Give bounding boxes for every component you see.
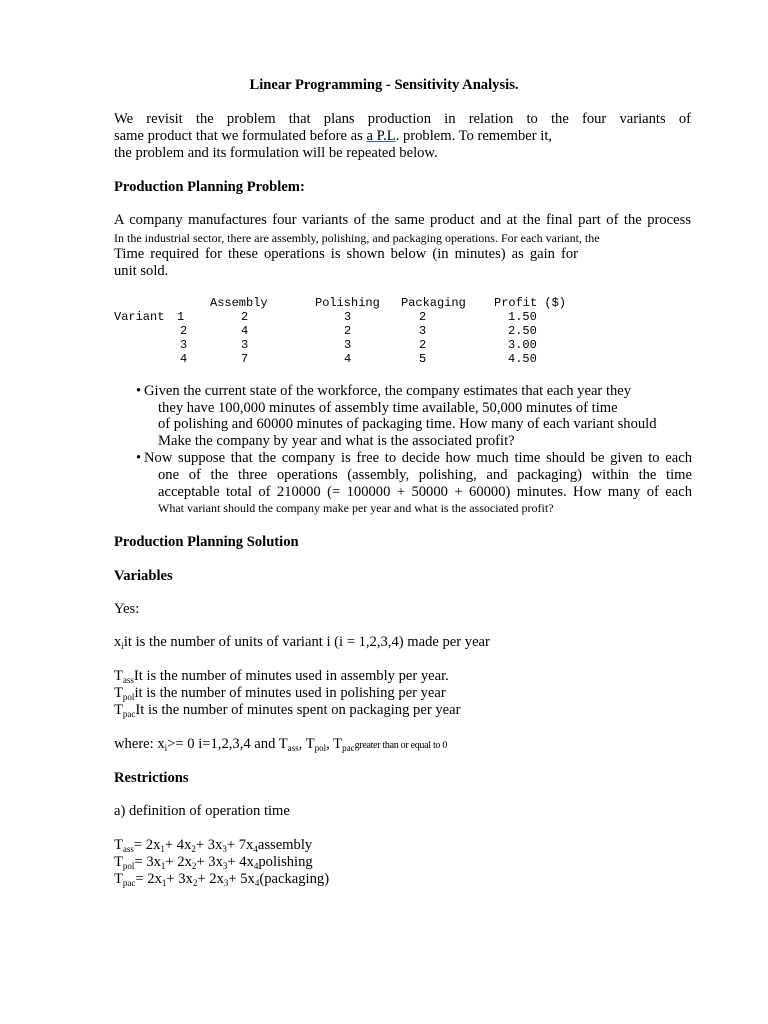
where-pac-sub: pac: [342, 743, 355, 753]
eq-sub: 4: [254, 878, 260, 888]
table-cell: 2: [419, 310, 427, 324]
problem-line-4: unit sold.: [114, 263, 169, 279]
intro-line-2: [114, 128, 552, 145]
bullet-1-line-3: of polishing and 60000 minutes of packaging time. How many of each variant should: [158, 416, 657, 432]
where-a: where: x: [114, 736, 165, 752]
where-clause: [114, 736, 447, 754]
table-cell: 3.00: [508, 338, 537, 352]
problem-line-2: In the industrial sector, there are assembly, polishing, and packaging operations. For each variant, the: [114, 231, 600, 245]
where-b: >= 0 i=1,2,3,4 and T: [167, 736, 288, 752]
eq-part: + 4x: [164, 837, 192, 853]
table-header-packaging: Packaging: [401, 296, 466, 310]
eq-part: + 7x: [226, 837, 254, 853]
t-ass-definition: $T_{ass}It$ is the number of minutes used in assembly per year.: [114, 668, 449, 685]
intro-line-3: the problem and its formulation will be repeated below.: [114, 145, 438, 161]
eq-sub: pac: [122, 878, 136, 888]
equation-assembly: $T_{ass}= 2x_1+ 4x_2+ 3x_3+$ $7x_4assembly$: [114, 837, 313, 854]
problem-heading: Production Planning Problem:: [114, 179, 305, 195]
xi-definition: [114, 634, 490, 651]
bullet-1-line-1: Given the current state of the workforce, the company estimates that each year they: [144, 383, 632, 399]
eq-sub: pol: [122, 861, 135, 871]
bullet-1-line-2: they have 100,000 minutes of assembly time available, 50,000 minutes of time: [158, 400, 618, 416]
equation-packaging: $T_{pac}= 2x_1+ 3x_2+ 2x_3+$ $5x_4(packaging)$: [114, 871, 330, 888]
eq-part: + 4x: [227, 854, 254, 870]
eq-part: = 2x: [135, 871, 162, 887]
eq-part: = 3x: [134, 854, 161, 870]
eq-part: assembly: [257, 837, 313, 853]
table-cell: 2: [344, 324, 352, 338]
intro-line-2-end: . problem. To remember it,: [395, 128, 553, 144]
definition-operation-time: a) definition of operation time: [114, 803, 290, 819]
solution-heading: Production Planning Solution: [114, 534, 299, 550]
table-header-polishing: Polishing: [315, 296, 380, 310]
eq-sub: 2: [192, 878, 198, 888]
variables-heading: Variables: [114, 568, 173, 584]
yes-label: Yes:: [114, 601, 140, 617]
intro-line-2-start: same product that we formulated before as: [114, 128, 367, 144]
bullet-2-line-3: acceptable total of 210000 (= 100000 + 50000 + 60000) minutes. How many of each: [158, 484, 692, 500]
t-ass-text: It is the number of minutes used in assembly per year.: [133, 668, 449, 684]
restrictions-heading: Restrictions: [114, 770, 189, 786]
table-cell: 1: [177, 310, 185, 324]
eq-sub: 3: [222, 861, 228, 871]
table-cell: 7: [241, 352, 249, 366]
eq-part: polishing: [258, 854, 313, 870]
table-cell: 2: [241, 310, 249, 324]
table-cell: 4: [344, 352, 352, 366]
pl-link[interactable]: a P.L: [366, 128, 396, 144]
where-d: , T: [326, 736, 343, 752]
table-cell: 3: [419, 324, 427, 338]
table-cell: 3: [344, 338, 352, 352]
table-cell: 2: [419, 338, 427, 352]
bullet-2-line-2: one of the three operations (assembly, polishing, and packaging) within the time: [158, 467, 692, 483]
eq-sub: 3: [223, 878, 229, 888]
table-header-assembly: Assembly: [210, 296, 268, 310]
where-ass-sub: ass: [287, 743, 299, 753]
eq-sub: 1: [160, 861, 166, 871]
where-tail: greater than or equal to 0: [354, 740, 448, 751]
t-ass-sub: ass: [122, 675, 134, 685]
bullet-icon: •: [136, 383, 142, 399]
eq-sub: 1: [160, 844, 165, 854]
t-pol-text: it is the number of minutes used in polishing per year: [134, 685, 446, 701]
eq-part: = 2x: [133, 837, 161, 853]
eq-sub: 2: [191, 844, 196, 854]
eq-sub: ass: [122, 844, 134, 854]
eq-part: + 3x: [166, 871, 193, 887]
bullet-icon: •: [136, 450, 142, 466]
where-c: , T: [298, 736, 315, 752]
table-row-label: Variant: [114, 310, 165, 324]
t-pac-sub: pac: [122, 709, 136, 719]
eq-sub: 4: [253, 844, 258, 854]
xi-x: x: [114, 634, 122, 650]
eq-part: + 3x: [195, 837, 223, 853]
table-cell: 3: [241, 338, 249, 352]
table-cell: 3: [344, 310, 352, 324]
eq-sub: 4: [253, 861, 259, 871]
bullet-2-line-1: Now suppose that the company is free to decide how much time should be given to each: [144, 450, 692, 466]
table-cell: 4: [180, 352, 188, 366]
t-pol-definition: $T_{pol}it$ is the number of minutes used in polishing per year: [114, 685, 446, 702]
intro-line-1: We revisit the problem that plans production in relation to the four variants of: [114, 111, 691, 127]
where-i-sub: i: [164, 743, 168, 753]
bullet-2-line-4: What variant should the company make per year and what is the associated profit?: [158, 501, 554, 515]
table-cell: 1.50: [508, 310, 537, 324]
eq-sub: 2: [191, 861, 197, 871]
eq-part: + 2x: [197, 871, 224, 887]
bullet-1-line-4: Make the company by year and what is the associated profit?: [158, 433, 515, 449]
xi-text: it is the number of units of variant i (i = 1,2,3,4) made per year: [123, 634, 490, 650]
table-cell: 2.50: [508, 324, 537, 338]
page-title: Linear Programming - Sensitivity Analysis.: [249, 77, 519, 93]
t-pac-text: It is the number of minutes spent on packaging per year: [135, 702, 461, 718]
eq-part: + 3x: [196, 854, 223, 870]
eq-sub: 1: [161, 878, 167, 888]
eq-part: + 2x: [165, 854, 192, 870]
equation-polishing: $T_{pol}= 3x_1+ 2x_2+ 3x_3+$ $4x_4polishing$: [114, 854, 313, 871]
table-cell: 4: [241, 324, 249, 338]
xi-sub: i: [121, 641, 124, 651]
problem-line-3: Time required for these operations is shown below (in minutes) as gain for: [114, 246, 578, 262]
eq-part: (packaging): [259, 871, 330, 887]
eq-sub: 3: [222, 844, 227, 854]
table-cell: 2: [180, 324, 188, 338]
problem-line-1: A company manufactures four variants of the same product and at the final part of the process: [114, 212, 691, 228]
eq-part: + 5x: [228, 871, 255, 887]
table-cell: 4.50: [508, 352, 537, 366]
table-header-profit: Profit ($): [494, 296, 567, 310]
table-cell: 5: [419, 352, 427, 366]
table-cell: 3: [180, 338, 188, 352]
t-pol-sub: pol: [122, 692, 135, 702]
where-pol-sub: pol: [314, 743, 327, 753]
t-pac-definition: $T_{pac}It$ is the number of minutes spent on packaging per year: [114, 702, 461, 719]
